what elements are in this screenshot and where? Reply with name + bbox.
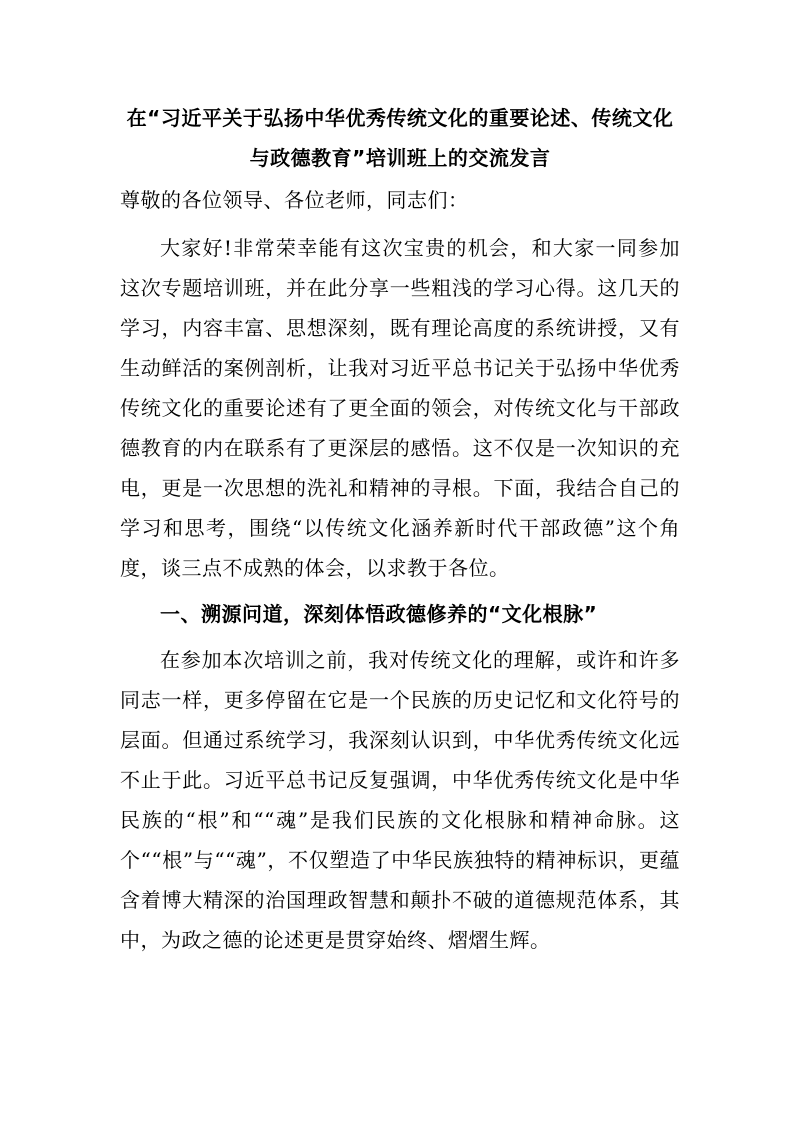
section-heading: 一、溯源问道，深刻体悟政德修养的“文化根脉” — [160, 602, 598, 626]
paragraph-intro: 大家好!非常荣幸能有这次宝贵的机会，和大家一同参加这次专题培训班，并在此分享一些粗浅的学习心得。这几天的学习，内容丰富、思想深刻，既有理论高度的系统讲授，又有生动鲜活的案例剖析，让我对习近平总书记关于弘扬中华优秀传统文化的重要论述有了更全面的领会，对传统文化与干部政德教育的内在联系有了更深层的感悟。这不仅是一次知识的充电，更是一次思想的洗礼和精神的寻根。下面，我结合自己的学习和思考，围绕“以传统文化涵养新时代干部政德”这个角度，谈三点不成熟的体会，以求教于各位。 — [120, 236, 680, 580]
salutation: 尊敬的各位领导、各位老师，同志们： — [120, 188, 469, 212]
paragraph-section-1: 在参加本次培训之前，我对传统文化的理解，或许和许多同志一样，更多停留在它是一个民族的历史记忆和文化符号的层面。但通过系统学习，我深刻认识到，中华优秀传统文化远不止于此。习近平总书记反复强调，中华优秀传统文化是中华民族的“根”和““魂”是我们民族的文化根脉和精神命脉。这个““根”与““魂”，不仅塑造了中华民族独特的精神标识，更蕴含着博大精深的治国理政智慧和颠扑不破的道德规范体系，其中，为政之德的论述更是贯穿始终、熠熠生辉。 — [120, 648, 680, 952]
document-title: 在“习近平关于弘扬中华优秀传统文化的重要论述、传统文化与政德教育”培训班上的交流发言 — [126, 106, 674, 170]
